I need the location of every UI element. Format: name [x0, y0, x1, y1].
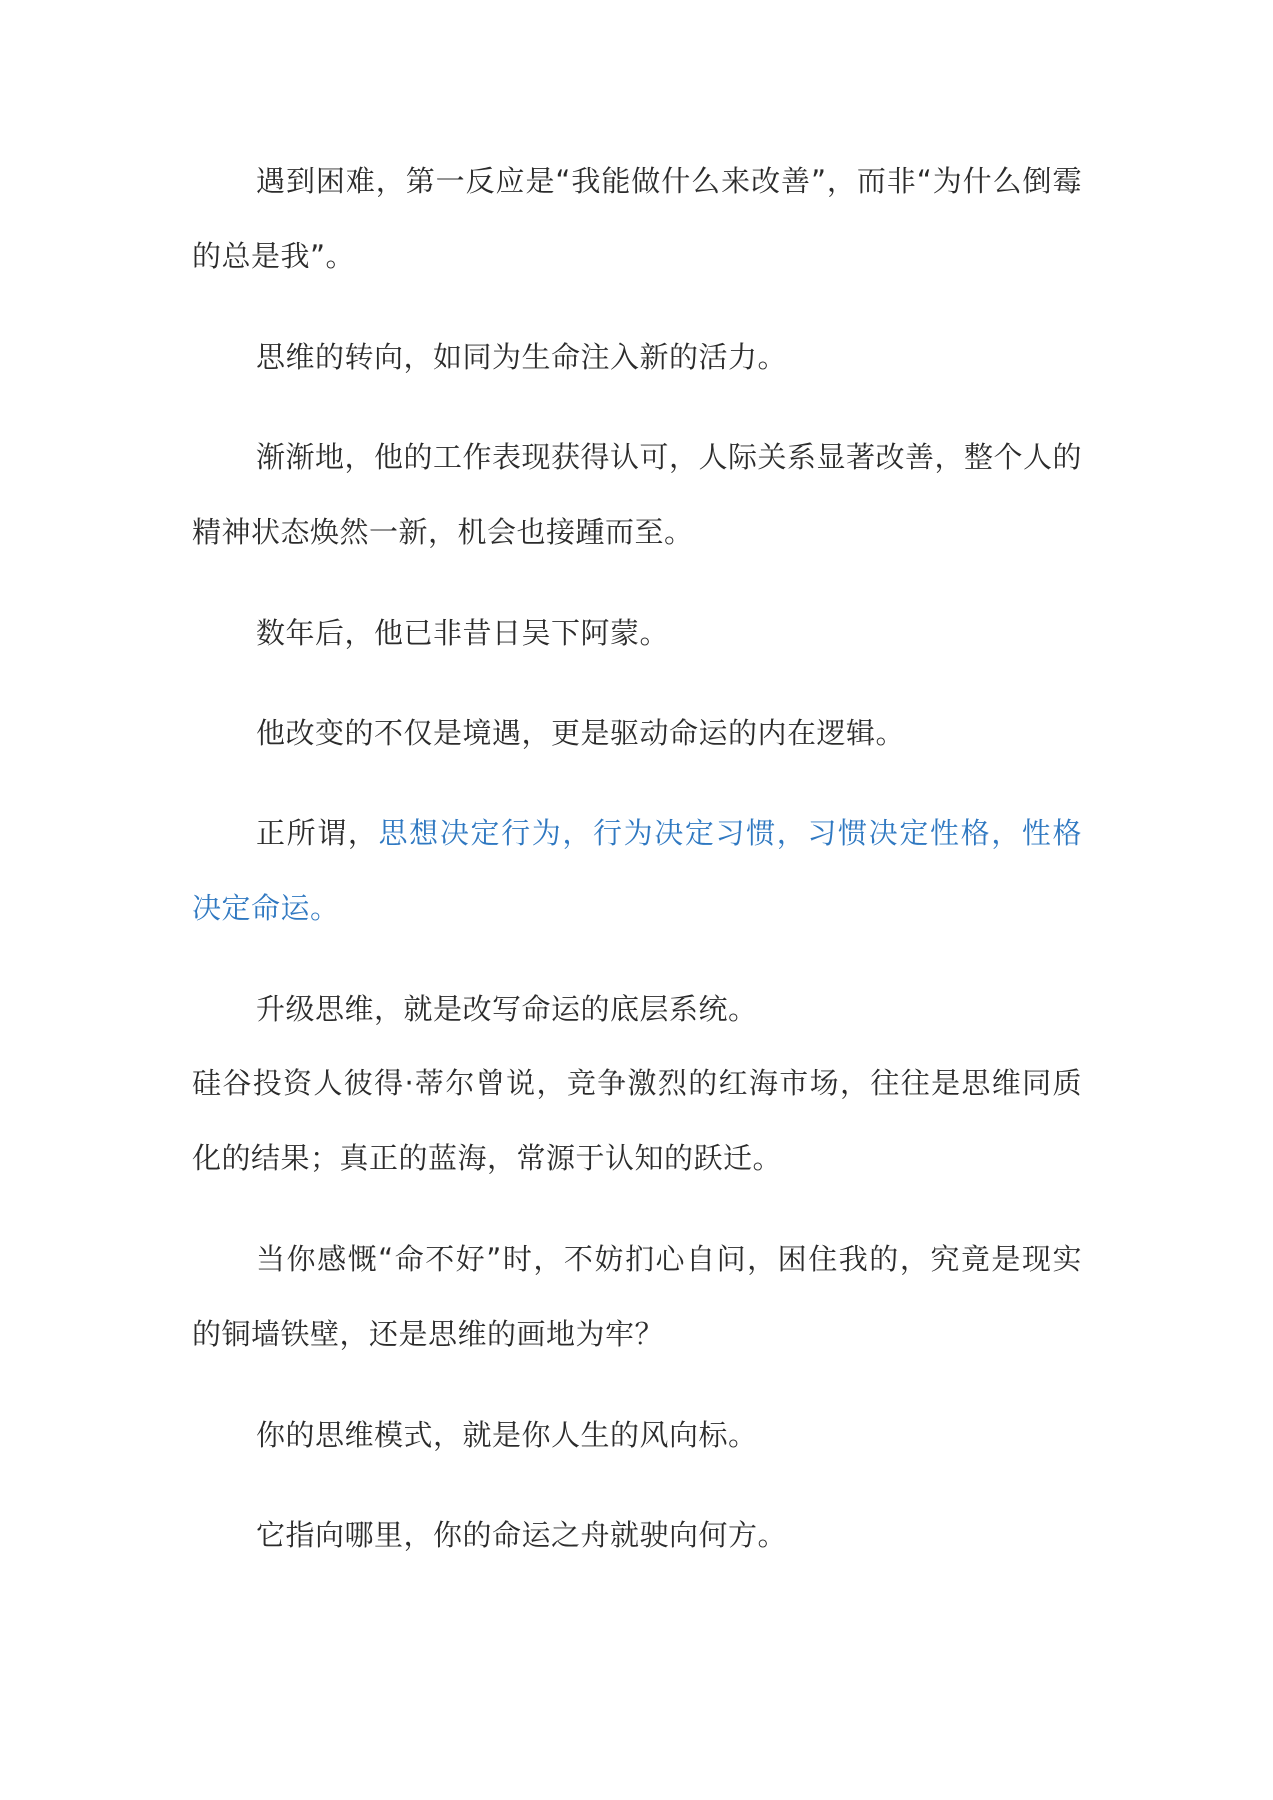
- paragraph-8: 硅谷投资人彼得·蒂尔曾说，竞争激烈的红海市场，往往是思维同质化的结果；真正的蓝海，常源于认知的跃迁。: [192, 1066, 1082, 1175]
- paragraph-6-prefix: 正所谓，: [256, 816, 379, 850]
- paragraph-9: 当你感慨“命不好”时，不妨扪心自问，困住我的，究竟是现实的铜墙铁壁，还是思维的画地为牢？: [192, 1242, 1082, 1351]
- highlighted-quote: 思想决定行为，行为决定习惯，习惯决定性格，性格决定命运。: [192, 816, 1082, 925]
- paragraph-5: 他改变的不仅是境遇，更是驱动命运的内在逻辑。: [256, 716, 906, 750]
- paragraph-6: [192, 796, 1082, 946]
- paragraph-4: 数年后，他已非昔日吴下阿蒙。: [256, 616, 670, 650]
- paragraph-7: 升级思维，就是改写命运的底层系统。: [256, 992, 758, 1026]
- paragraph-1: 遇到困难，第一反应是“我能做什么来改善”，而非“为什么倒霉的总是我”。: [192, 164, 1082, 273]
- paragraph-2: 思维的转向，如同为生命注入新的活力。: [256, 340, 788, 374]
- paragraph-3: 渐渐地，他的工作表现获得认可，人际关系显著改善，整个人的精神状态焕然一新，机会也接踵而至。: [192, 440, 1083, 549]
- paragraph-10: 你的思维模式，就是你人生的风向标。: [256, 1418, 758, 1452]
- paragraph-11: 它指向哪里，你的命运之舟就驶向何方。: [256, 1518, 788, 1552]
